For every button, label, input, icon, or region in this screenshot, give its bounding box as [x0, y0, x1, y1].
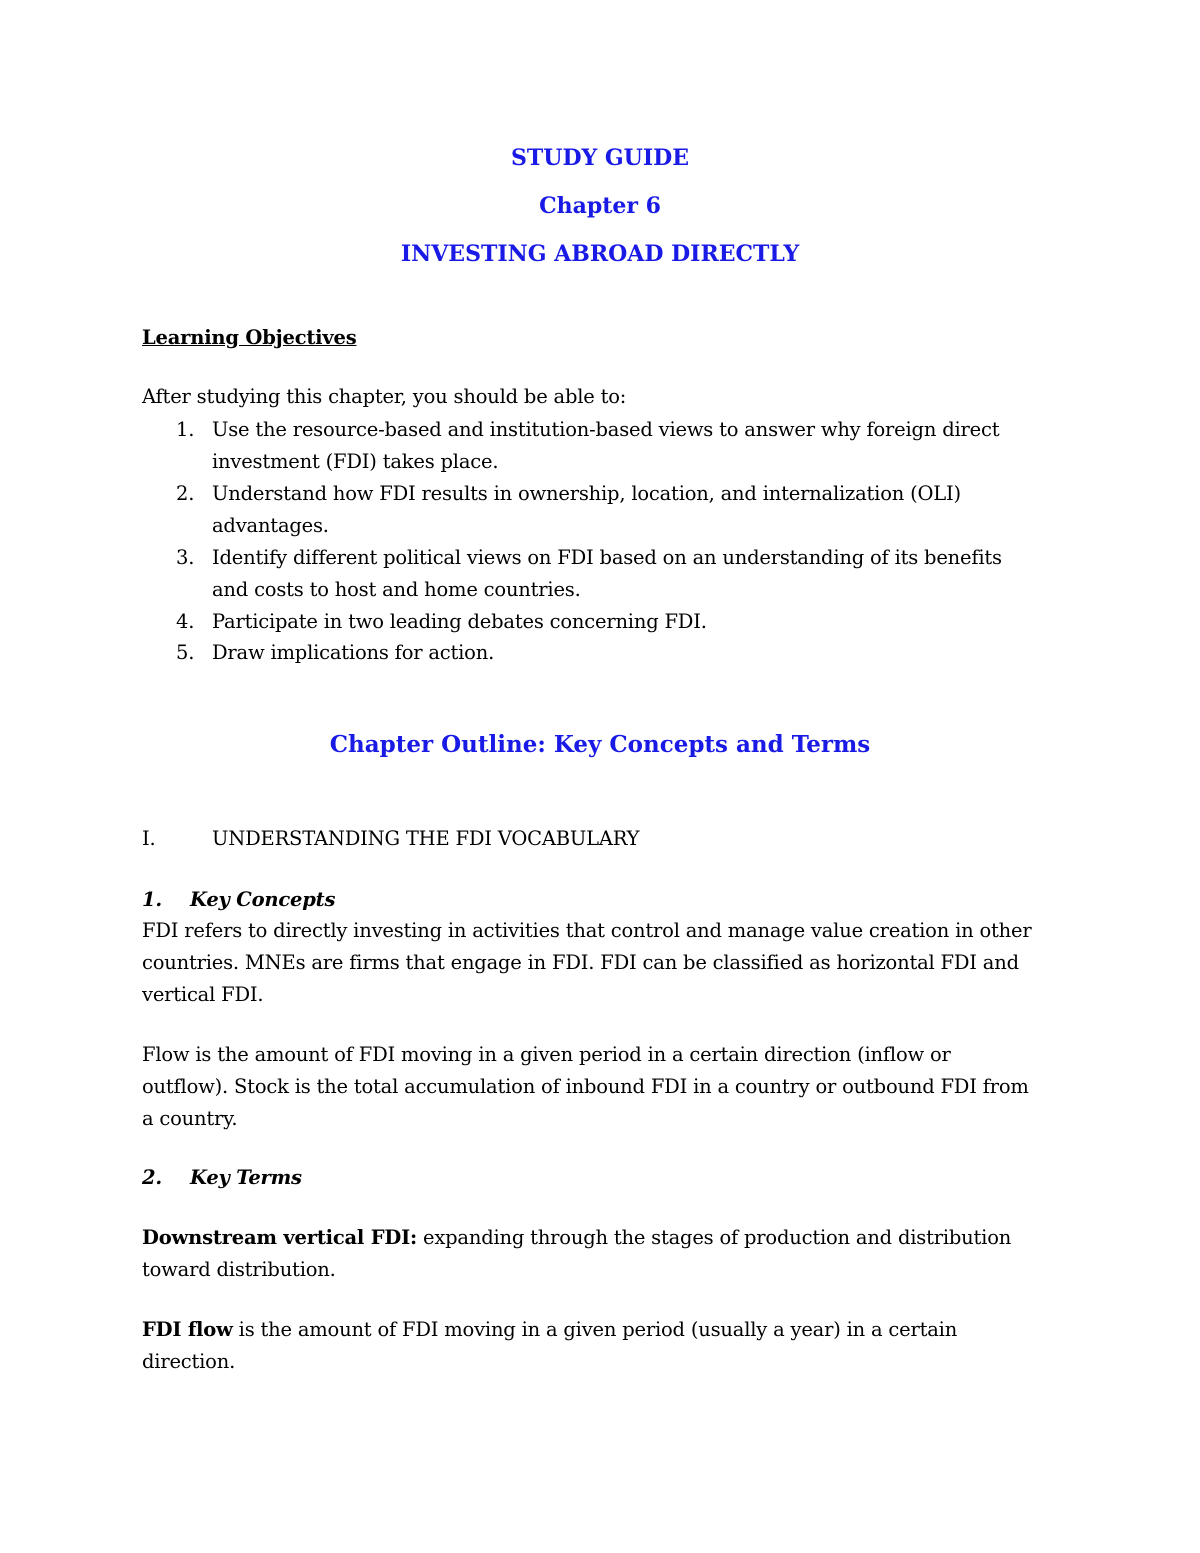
subsection-title: Key Terms: [190, 1166, 302, 1189]
paragraph-line: vertical FDI.: [142, 983, 264, 1006]
list-item-line: Identify different political views on FDI based on an understanding of its benefits: [212, 546, 1002, 569]
list-item-line: advantages.: [212, 514, 329, 537]
paragraph-line: outflow). Stock is the total accumulation of inbound FDI in a country or outbound FDI from: [142, 1075, 1029, 1098]
list-item-line: Understand how FDI results in ownership, location, and internalization (OLI): [212, 482, 961, 505]
learning-objectives-heading: Learning Objectives: [142, 326, 357, 349]
list-item-number: 2.: [176, 482, 195, 505]
term-name: Downstream vertical FDI:: [142, 1226, 418, 1249]
subsection-number: 1.: [142, 888, 162, 911]
header-study-guide: STUDY GUIDE: [511, 145, 689, 171]
chapter-outline-title: Chapter Outline: Key Concepts and Terms: [329, 731, 871, 758]
section-number: I.: [142, 827, 156, 850]
learning-objectives-intro: After studying this chapter, you should be able to:: [142, 385, 627, 408]
term-definition-line: [142, 1314, 957, 1346]
section-title: UNDERSTANDING THE FDI VOCABULARY: [212, 827, 640, 850]
term-definition: expanding through the stages of production and distribution: [417, 1226, 1012, 1249]
paragraph-line: countries. MNEs are firms that engage in FDI. FDI can be classified as horizontal FDI and: [142, 951, 1019, 974]
list-item-line: Draw implications for action.: [212, 641, 495, 664]
list-item-number: 5.: [176, 641, 195, 664]
header-chapter: Chapter 6: [539, 193, 661, 219]
list-item-line: Participate in two leading debates concerning FDI.: [212, 610, 707, 633]
list-item-line: investment (FDI) takes place.: [212, 450, 499, 473]
term-definition: is the amount of FDI moving in a given period (usually a year) in a certain: [232, 1318, 958, 1341]
list-item-line: Use the resource-based and institution-based views to answer why foreign direct: [212, 418, 1000, 441]
paragraph-line: Flow is the amount of FDI moving in a given period in a certain direction (inflow or: [142, 1043, 951, 1066]
list-item-number: 4.: [176, 610, 195, 633]
header-chapter-title: INVESTING ABROAD DIRECTLY: [400, 241, 800, 267]
subsection-number: 2.: [142, 1166, 162, 1189]
list-item-number: 1.: [176, 418, 195, 441]
term-name: FDI flow: [142, 1318, 233, 1341]
term-definition-line: direction.: [142, 1350, 236, 1373]
subsection-title: Key Concepts: [190, 888, 336, 911]
term-definition-line: toward distribution.: [142, 1258, 336, 1281]
term-definition-line: [142, 1222, 1011, 1254]
list-item-number: 3.: [176, 546, 195, 569]
paragraph-line: a country.: [142, 1107, 238, 1130]
list-item-line: and costs to host and home countries.: [212, 578, 581, 601]
paragraph-line: FDI refers to directly investing in activities that control and manage value creation in other: [142, 919, 1032, 942]
